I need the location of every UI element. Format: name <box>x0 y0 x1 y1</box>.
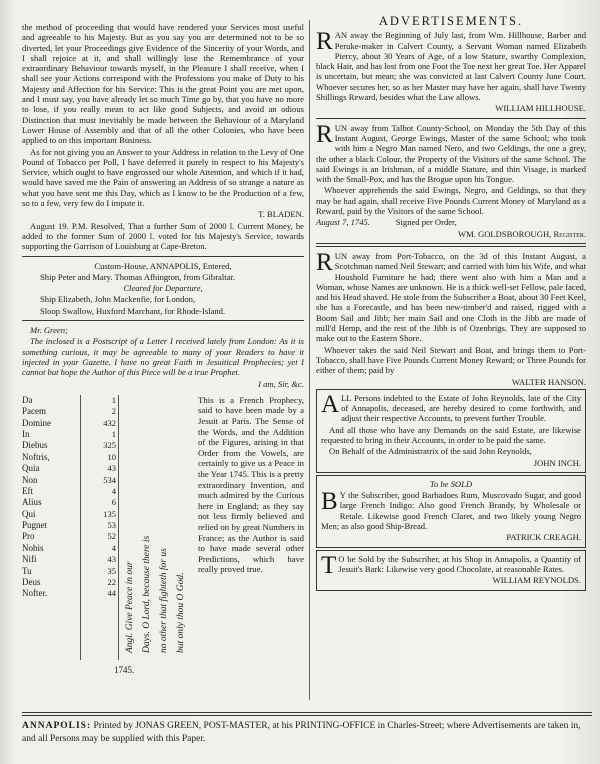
letter-salutation: Mr. Green; <box>30 325 68 336</box>
ad-creagh <box>316 475 586 548</box>
prophecy-number: 52 <box>107 531 116 542</box>
prophecy-word: Qui <box>22 508 36 519</box>
prophecy-word: Da <box>22 394 33 405</box>
divider <box>316 118 586 119</box>
prophecy-number: 43 <box>107 463 116 474</box>
drop-cap: R <box>316 120 333 148</box>
ad-signature: WILLIAM HILLHOUSE. <box>495 103 586 114</box>
prophecy-number: 2 <box>111 406 116 417</box>
prophecy-number: 53 <box>107 520 116 531</box>
letter-signoff: I am, Sir, &c. <box>258 378 304 389</box>
prophecy-word: Domine <box>22 417 51 428</box>
translation-line-4: but only thou O God. <box>176 572 186 653</box>
address-paragraph-1: the method of proceeding that would have rendered your Services most useful and agreeable to his Majesty. But as you say you are determined not to be so diverted, let your Proceedings give Evidence of the Sincerity of your Words, and I shall rejoice at it, and shall willingly lose the Remembrance of your extraordinary Behaviour towards myself, in the Pleasure I shall receive, when I shall see your Actions correspond with the Professions you make of Duty to his Majesty and Affection for his Service: This is the great Point you are met upon, and I must say, you have already let so much Time go by, that you have no more to lose, if you really mean to act like good Subjects, and avoid an odious Distinction that must inevitably be made between the Behaviour of a Maryland Lower House of Assembly and that of all the other Colonies, who have been applied to on this important Business. <box>22 22 304 146</box>
divider <box>22 256 304 257</box>
prophecy-word: Eft <box>22 485 33 496</box>
ad-signed: Signed per Order, <box>395 217 457 228</box>
left-column <box>22 22 304 675</box>
resolved-paragraph: August 19. P.M. Resolved, That a further Sum of 2000 l. Current Money, be added to the former Sum of 2000 l. voted for his Majesty's Service, towards supporting the Garrison of Louisburg at Cape-Breton. <box>22 220 304 252</box>
ad-text-2: Whoever takes the said Neil Stewart and Boat, and brings them to Port-Tobacco, shall have Five Pounds Current Money Reward; or Three Pounds for either of them; paid by <box>316 344 586 376</box>
ad-text-2: And all those who have any Demands on the said Estate, are likewise requested to bring in their Accounts, in order to be paid the same. <box>321 424 581 445</box>
prophecy-word: Deus <box>22 577 41 588</box>
prophecy-word: Noftris, <box>22 451 50 462</box>
prophecy-number: 43 <box>107 554 116 565</box>
prophecy-numbers <box>86 395 116 600</box>
cleared-ship-2: Sloop Swallow, Huxford Marchant, for Rhode-Island. <box>40 305 226 316</box>
drop-cap: R <box>316 248 333 276</box>
prophecy-word: Alius <box>22 497 42 508</box>
ad-signature: WALTER HANSON. <box>511 376 586 387</box>
custom-house-heading: Custom-House, ANNAPOLIS, Entered, <box>94 260 232 271</box>
ad-date: August 7, 1745. <box>316 217 370 228</box>
prophecy-word: Quia <box>22 463 40 474</box>
prophecy-word: Nofter. <box>22 588 48 599</box>
prophecy-number: 135 <box>103 508 116 519</box>
prophecy-word: Pro <box>22 531 35 542</box>
prophecy-words <box>22 395 82 600</box>
cleared-ship-1: Ship Elizabeth, John Mackenfie, for London, <box>40 294 196 305</box>
prophecy-word: Pacem <box>22 406 46 417</box>
cleared-heading: Cleared for Departure, <box>123 283 203 294</box>
imprint-footer <box>22 708 592 746</box>
divider <box>22 320 304 321</box>
ad-signature: JOHN INCH. <box>533 457 581 468</box>
ad-hillhouse <box>316 30 586 113</box>
imprint-place: ANNAPOLIS: <box>22 721 92 731</box>
prophecy-word: Diebus <box>22 440 48 451</box>
drop-cap: R <box>316 28 333 56</box>
letter-body: The inclosed is a Postscript of a Letter I received lately from London: As it is something curious, it may be agreeable to many of your Readers to have it injected in your Gazette. I have no great Faith in Jesuitical Prophecies; yet I cannot but hope the Author of this Piece will be a true Prophet. <box>22 336 304 378</box>
translation-line-2: Days. O Lord, because there is <box>142 535 152 653</box>
divider <box>316 243 586 247</box>
translation-line-3: no other that fighteth for us <box>159 548 169 653</box>
prophecy-number: 10 <box>107 451 116 462</box>
prophecy-word: Pugnet <box>22 520 48 531</box>
ad-text: LL Persons indebted to the Estate of John Reynolds, late of the City of Annapolis, deceased, are hereby desired to come forthwith, and adjust their respective Accounts, to prevent further Trouble. <box>341 392 581 424</box>
prophecy-word: Nifi <box>22 554 37 565</box>
ad-text-3: On Behalf of the Administratrix of the said John Reynolds, <box>329 446 532 457</box>
prophecy-commentary: This is a French Prophecy, said to have been made by a Jesuit at Paris. The Sense of the Words, and the Addition of the Figures, arising in that Order from the Vowels, are certainly to give us a Peace in the Year 1745. This is a pretty extraordinary Invention, and much admired by the Curious here in England; as they say not less firmly believed and relied on by great Numbers in France; as the Author is said to have made several other Predictions, which have really proved true. <box>198 394 304 575</box>
translation-line-1: Angl. Give Peace in our <box>125 561 135 653</box>
prophecy-number: 325 <box>103 440 116 451</box>
ad-text: UN away from Port-Tobacco, on the 3d of this Instant August, a Scotchman named Neil Stewart; and carried with him his Wife, and what Houshold Furniture he had; there went also with him a Man and a Woman, whose Names are unknown. He is a thick well-set Fellow, pale faced, and his Head shaved. He stole from the Subscriber a Boat, about 30 Feet Keel, she has a Forecastle, and has been new-timber'd and raised, rigged with a Boom Sail and Jibb; her main Sail and one Cloth in the Jibb are made of mill'd Hemp, and the rest of the Jibb is of Ozenbrigs. They are supposed to make out to the Eastern Shore. <box>316 250 586 344</box>
prophecy-number: 22 <box>107 577 116 588</box>
ad-text-2: Whoever apprehends the said Ewings, Negro, and Geldings, so that they may be had again, shall receive Five Pounds Current Money of Maryland as a Reward, paid by the Visitors of the same School. <box>316 185 586 217</box>
ad-stewart <box>316 248 586 387</box>
drop-cap: B <box>321 488 338 516</box>
prophecy-number: 35 <box>107 565 116 576</box>
imprint-text: Printed by JONAS GREEN, POST-MASTER, at his PRINTING-OFFICE in Charles-Street; where Advertisements are taken in, and all Persons may be supplied with this Paper. <box>22 721 581 744</box>
advertisements-heading: ADVERTISEMENTS. <box>378 14 524 28</box>
prophecy-number: 432 <box>103 417 116 428</box>
divider <box>22 712 592 716</box>
prophecy-table <box>22 394 304 675</box>
prophecy-word: Tu <box>22 565 32 576</box>
prophecy-number: 4 <box>111 485 116 496</box>
prophecy-number: 4 <box>111 542 116 553</box>
right-column <box>316 16 586 593</box>
ad-signature: WM. GOLDSBOROUGH, Register. <box>457 228 586 239</box>
ad-text: UN away from Talbot County-School, on Monday the 5th Day of this Instant August, George Ewings, Master of the same School; who took with him a Negro Man named Nero, and two Geldings, the one a grey, the other a black Colour, the Property of the Visitors of the same School. The said Ewings is an Irishman, of a middle Stature, and thin Visage, is marked with the Small-Pox, and has the Brogue upon his Tongue. <box>316 122 586 185</box>
drop-cap: T <box>321 551 337 579</box>
prophecy-number: 534 <box>103 474 116 485</box>
signature-bladen: T. BLADEN. <box>258 209 304 220</box>
prophecy-year: 1745. <box>114 664 135 675</box>
ad-ewings <box>316 120 586 239</box>
prophecy-word: In <box>22 428 30 439</box>
prophecy-word: Non <box>22 474 38 485</box>
ad-signature: WILLIAM REYNOLDS. <box>492 575 581 586</box>
prophecy-number: 6 <box>111 497 116 508</box>
drop-cap: A <box>321 390 340 418</box>
prophecy-number: 1 <box>111 428 116 439</box>
ad-reynolds-shop <box>316 550 586 591</box>
ad-signature: PATRICK CREAGH. <box>506 532 581 543</box>
column-rule <box>309 20 310 700</box>
ad-title: To be SOLD <box>429 478 473 489</box>
prophecy-word: Nobis <box>22 542 44 553</box>
prophecy-number: 44 <box>107 588 116 599</box>
prophecy-number: 1 <box>111 394 116 405</box>
ad-date-line <box>316 217 586 227</box>
ad-text: AN away the Beginning of July last, from Wm. Hillhouse, Barber and Peruke-maker in Calvert County, a Servant Woman named Elizabeth Piercy, about 30 Years of Age, of a low Stature, swarthy Complexion, black Hair, and has lost from one Foot the Toe next her great Toe. Her Apparel is uncertain, but mean; she was convicted at last Calvert County June Court. Whoever secures her, so as her Master may have her again, shall have Twenty Shillings Reward, besides what the Law allows. <box>316 30 586 103</box>
ad-reynolds-estate <box>316 389 586 473</box>
ad-text: O be Sold by the Subscriber, at his Shop in Annapolis, a Quantity of Jesuit's Bark: Likewise very good Chocolate, at reasonable Rates. <box>338 553 581 574</box>
prophecy-translation <box>122 395 196 660</box>
address-paragraph-2: As for not giving you an Answer to your Address in relation to the Levy of One Pound of Tobacco per Poll, I have deferred it purely in respect to his Majesty's Service, which ought to have engrossed our whole Attention, and which if it had, would have saved me the Pain of answering an Address of so strange a nature as what you have sent me this Day, which as I know to be the Production of a few, so to a few, very few do I impute it. <box>22 146 304 209</box>
ad-text: Y the Subscriber, good Barbadoes Rum, Muscovado Sugar, and good large French Indigo: Also good French Brandy, by Wholesale or Retale. Likewise good French Claret, and two likely young Negro Men; as also good Ship-Bread. <box>321 490 581 532</box>
entered-ship: Ship Peter and Mary. Thomas Afhington, from Gibraltar. <box>40 271 235 282</box>
